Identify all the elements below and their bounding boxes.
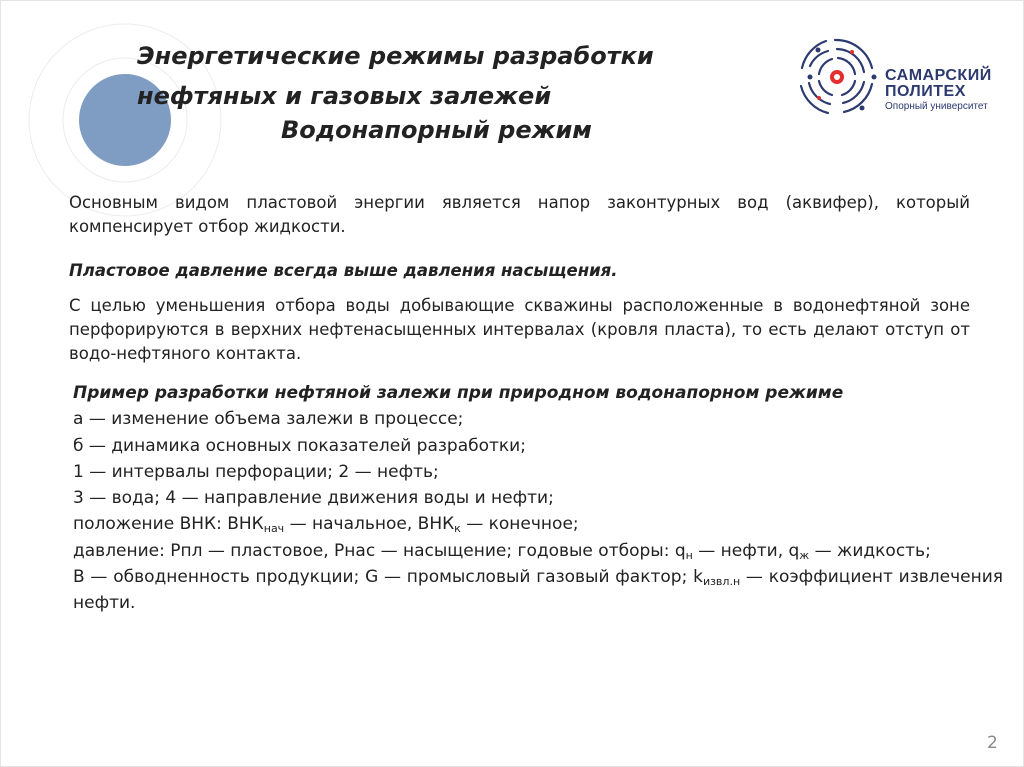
legend-line-3: 3 — вода; 4 — направление движения воды и нефти;: [73, 488, 554, 509]
logo-tagline: Опорный университет: [885, 101, 988, 112]
example-block: [73, 380, 1003, 617]
example-title: Пример разработки нефтяной залежи при природном водонапорном режиме: [73, 383, 844, 403]
slide-title: [137, 36, 654, 116]
legend-line-vnk: [73, 511, 1003, 537]
vnk-mid: — начальное, ВНК: [284, 514, 455, 535]
legend-line-1: 1 — интервалы перфорации; 2 — нефть;: [73, 461, 439, 482]
legend-line-b: б — динамика основных показателей разработки;: [73, 435, 526, 456]
vnk-sub-initial: нач: [263, 522, 285, 536]
q-sub-liquid: ж: [799, 548, 810, 562]
legend-line-pressure: [73, 538, 1003, 564]
vnk-suffix: — конечное;: [460, 514, 579, 535]
q-sub-oil: н: [685, 548, 693, 562]
samara-polytech-logo: [788, 28, 1003, 128]
title-line-1: Энергетические режимы разработки: [137, 42, 654, 70]
pressure-mid: — нефти, q: [692, 540, 800, 561]
logo-name-line-1: САМАРСКИЙ: [885, 67, 992, 84]
pressure-prefix: давление: Pпл — пластовое, Рнас — насыщение; годовые отборы: q: [73, 540, 686, 561]
logo-text: [885, 68, 992, 112]
vnk-prefix: положение ВНК: ВНК: [73, 514, 264, 535]
paragraph-aquifer: Основным видом пластовой энергии является напор законтурных вод (аквифер), который компенсирует отбор жидкости.: [69, 193, 970, 236]
bgk-prefix: B — обводненность продукции; G — промысловый газовый фактор; k: [73, 567, 703, 588]
pressure-suffix: — жидкость;: [809, 540, 931, 561]
paragraph-pressure-statement: Пластовое давление всегда выше давления насыщения.: [69, 261, 618, 280]
logo-emblem-icon: [788, 28, 888, 128]
paragraph-perforation: С целью уменьшения отбора воды добывающие скважины расположенные в водонефтяной зоне перфорируются в верхних нефтенасыщенных интервалах (кровля пласта), то есть делают отступ от водо-нефтяного контакта.: [69, 296, 970, 363]
legend-line-a: а — изменение объема залежи в процессе;: [73, 409, 464, 430]
legend-line-b-g-k: [73, 564, 1003, 617]
bgk-suffix: — коэффициент извлечения нефти.: [73, 567, 1003, 614]
vnk-sub-final: к: [454, 522, 461, 536]
k-sub: извл.н: [702, 575, 741, 589]
page-number: 2: [987, 733, 998, 753]
slide-subtitle: Водонапорный режим: [281, 116, 592, 144]
title-line-2: нефтяных и газовых залежей: [137, 82, 552, 110]
logo-name-line-2: ПОЛИТЕХ: [885, 83, 966, 100]
